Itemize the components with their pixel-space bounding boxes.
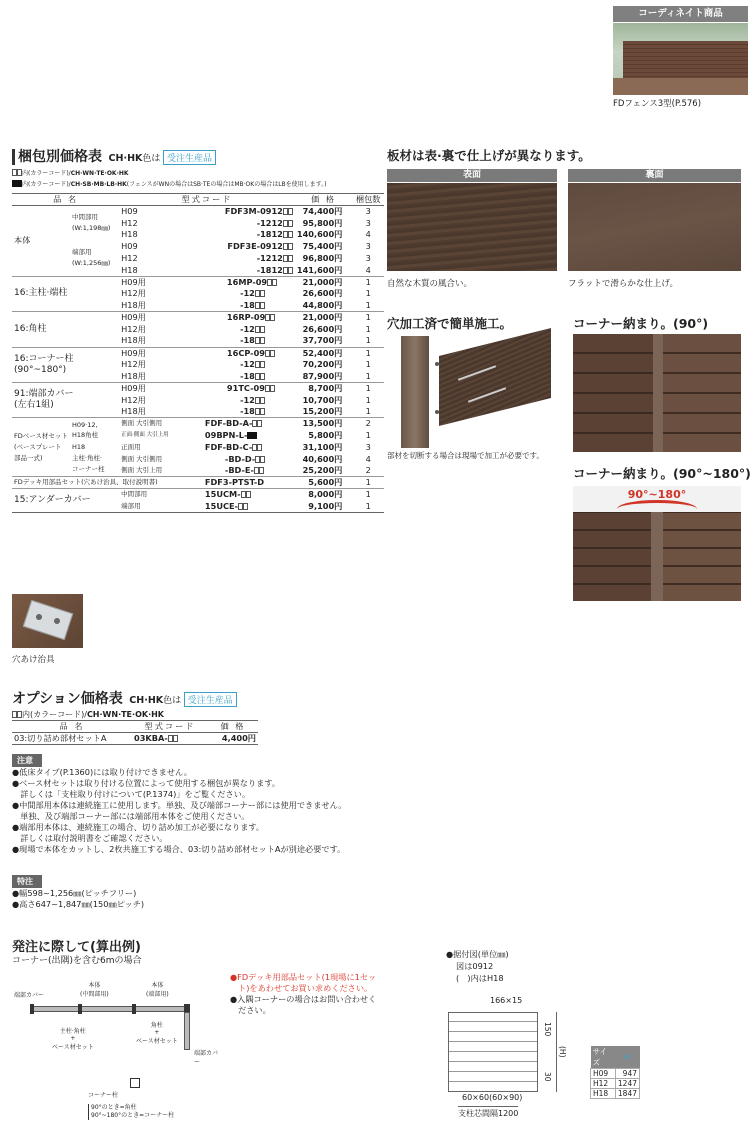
option-made-to-order-badge: 受注生産品 — [184, 692, 237, 707]
jig-image — [12, 594, 83, 648]
option-row-price: 4,400円 — [221, 733, 256, 744]
use-cell: 端部用 — [121, 501, 141, 510]
option-legend-pre: 内(カラーコード)/ — [22, 710, 87, 719]
price-table-color-prefix: CH·HK — [108, 153, 143, 164]
price-cell: 26,600円 — [302, 323, 343, 334]
qty-cell: 4 — [365, 229, 371, 240]
code-cell: -18 — [203, 371, 295, 383]
coordinate-photo — [613, 23, 748, 95]
size-cell: H18 — [121, 264, 138, 275]
size-cell: H18用 — [121, 406, 146, 417]
dim-pitch-label: 支柱芯間隔1200 — [458, 1106, 518, 1119]
qty-cell: 1 — [352, 347, 384, 359]
order-note2-a: ●入隅コーナーの場合はお問い合わせく — [230, 994, 377, 1004]
qty-cell: 1 — [365, 370, 371, 381]
size-cell: H09 — [121, 241, 138, 252]
price-cell: 37,700円 — [302, 335, 343, 346]
hole-caption: 部材を切断する場合は現場で加工が必要です。 — [387, 451, 544, 460]
code-cell: 16MP-09 — [203, 276, 295, 288]
dims-title-line3: ( )内はH18 — [456, 973, 504, 983]
table-row — [12, 382, 384, 394]
qty-cell: 1 — [365, 300, 371, 311]
post-marker — [30, 1004, 34, 1014]
lbl-endcover: 端部カバー — [14, 992, 45, 999]
corner-icon — [130, 1078, 140, 1088]
angle-arrow — [617, 500, 697, 518]
code-cell: -12 — [203, 323, 295, 335]
mid-label-text: 中間部用 — [71, 213, 98, 222]
qty-cell: 1 — [365, 394, 371, 405]
qty-cell: 1 — [352, 312, 384, 324]
qty-cell: 1 — [352, 276, 384, 288]
header-code: 型式コード — [119, 194, 295, 206]
price-cell: 8,000円 — [295, 489, 352, 501]
option-heading: オプション価格表 — [12, 691, 123, 707]
front-header: 表面 — [387, 169, 557, 182]
qty-cell: 4 — [365, 453, 371, 464]
price-cell: 70,200円 — [302, 359, 343, 370]
table-row — [12, 276, 384, 288]
price-table-color-suffix: 色は — [142, 154, 161, 164]
corner-note: 90°のとき=角柱 90°~180°のとき=コーナー柱 — [88, 1104, 174, 1120]
option-table — [12, 721, 258, 745]
lbl-body-end: 本体 (端部用) — [146, 982, 169, 998]
code-cell: 91TC-09 — [203, 382, 295, 394]
code-cell: FDF-BD-A- — [203, 418, 295, 430]
qty-cell: 1 — [352, 477, 384, 489]
dim-h30: 30 — [543, 1072, 552, 1082]
price-table — [12, 193, 384, 513]
price-cell: 5,600円 — [295, 477, 352, 489]
feature-line: ●幅598~1,256㎜(ピッチフリー) — [12, 888, 137, 898]
use-cell: 側面 大引上用 — [121, 466, 163, 475]
fence-line — [30, 1006, 186, 1012]
group-name: 16:角柱 — [12, 312, 119, 347]
corner90-title: コーナー納まり。(90°) — [573, 316, 709, 331]
size-head-h: H — [615, 1046, 639, 1069]
code-cell: -BD-E- — [203, 465, 295, 477]
features-tag: 特注 — [12, 875, 42, 888]
base-h0912: H09·12, H18角柱 — [70, 418, 119, 442]
price-cell: 140,600円 — [296, 229, 343, 240]
size-cell: H12用 — [121, 323, 146, 334]
legend1-codes: CH·WN·TE·OK·HK — [70, 170, 129, 177]
legend2-note: (フェンスがWNの場合はSB·TEの場合はMB·OKの場合はLBを使用します。) — [126, 181, 327, 188]
back-header: 裏面 — [568, 169, 741, 182]
end-label — [70, 241, 119, 276]
size-head: サイズ — [591, 1046, 616, 1069]
code-cell: 09BPN-L- — [203, 430, 295, 442]
size-cell: H12 — [121, 253, 138, 264]
option-header-name: 品 名 — [12, 721, 132, 733]
deck-name: FDデッキ用部品セット(穴あけ治具、取付説明書) — [12, 477, 203, 489]
code-cell: -1212 — [203, 253, 295, 265]
option-row-code: 03KBA- — [132, 733, 208, 745]
qty-cell: 1 — [352, 382, 384, 394]
option-title — [12, 688, 237, 708]
code-cell: FDF3M-0912 — [203, 206, 295, 218]
code-cell: -12 — [203, 288, 295, 300]
size-cell: H09用 — [119, 312, 203, 324]
size-cell: H09用 — [119, 276, 203, 288]
dims-title — [446, 948, 509, 984]
hole-title: 穴加工済で簡単施工。 — [387, 316, 513, 331]
size-cell: H09 — [119, 206, 203, 218]
table-row: H09 947 — [591, 1069, 640, 1079]
price-cell: 31,100円 — [302, 441, 343, 452]
dim-vline — [556, 1012, 557, 1092]
side-line — [184, 1012, 190, 1050]
use-cell: 側面 大引側用 — [119, 418, 203, 430]
price-table-title — [12, 146, 216, 166]
feature-line: ●高さ647~1,847㎜(150㎜ピッチ) — [12, 899, 145, 909]
hole-illustration — [387, 332, 557, 448]
dims-title-line1: ●据付図(単位㎜) — [446, 949, 509, 959]
qty-cell: 3 — [365, 241, 371, 252]
price-cell: 26,600円 — [302, 288, 343, 299]
features-section — [12, 875, 312, 910]
table-row — [12, 733, 258, 745]
size-cell: H18 — [121, 229, 138, 240]
corner180-title: コーナー納まり。(90°~180°) — [573, 466, 751, 481]
table-row: H12 1247 — [591, 1079, 640, 1089]
back-swatch — [568, 183, 741, 271]
price-cell: 10,700円 — [302, 394, 343, 405]
note-line: 詳しくは取付説明書をご確認ください。 — [12, 833, 168, 843]
size-cell: H09用 — [119, 347, 203, 359]
price-cell: 75,400円 — [302, 241, 343, 252]
option-legend-codes: CH·WN·TE·OK·HK — [86, 710, 164, 719]
qty-cell: 2 — [352, 418, 384, 430]
use-cell: 正面·側面 大引上用 — [121, 432, 169, 439]
qty-cell: 3 — [352, 206, 384, 218]
option-color-prefix: CH·HK — [129, 695, 164, 706]
group-name: 16:主柱·端柱 — [12, 276, 119, 311]
mid-width: (W:1,198㎜) — [71, 224, 111, 233]
order-diagram — [12, 968, 222, 1128]
front-swatch — [387, 183, 557, 271]
size-table — [590, 1046, 640, 1099]
made-to-order-badge: 受注生産品 — [163, 150, 216, 165]
code-cell: -18 — [203, 335, 295, 347]
qty-cell: 2 — [365, 465, 371, 476]
order-subtitle: コーナー(出隅)を含む6mの場合 — [12, 956, 142, 966]
qty-cell: 1 — [365, 288, 371, 299]
lbl-kaku: 角柱 + ベース材セット — [136, 1022, 178, 1045]
under-name: 15:アンダーカバー — [12, 489, 119, 513]
price-cell: 96,800円 — [302, 253, 343, 264]
code-cell: 15UCM- — [203, 489, 295, 501]
group-name: 91:端部カバー (左右1組) — [12, 382, 119, 417]
price-cell: 13,500円 — [295, 418, 352, 430]
price-cell: 44,800円 — [302, 300, 343, 311]
qty-cell: 3 — [365, 441, 371, 452]
qty-cell: 4 — [365, 264, 371, 275]
use-cell: 正面用 — [121, 442, 141, 451]
legend2-codes: CH·SB·MB·LB·HK — [70, 181, 127, 188]
code-cell: -1212 — [203, 217, 295, 229]
order-note2-b: ださい。 — [238, 1005, 271, 1015]
code-cell: FDF-BD-C- — [203, 441, 295, 453]
qty-cell: 1 — [365, 406, 371, 417]
coordinate-banner: コーディネイト商品 — [613, 6, 748, 22]
corner90-image — [573, 334, 741, 452]
code-cell: -1812 — [203, 229, 295, 241]
qty-cell: 3 — [365, 217, 371, 228]
price-table-heading: 梱包別価格表 — [12, 149, 102, 165]
price-cell: 95,800円 — [302, 217, 343, 228]
angle-label: 90°~180° — [627, 488, 687, 501]
front-caption: 自然な木質の風合い。 — [387, 279, 473, 289]
qty-cell: 1 — [365, 430, 371, 441]
dim-hH: (H) — [558, 1046, 567, 1058]
table-row: H18 1847 — [591, 1089, 640, 1099]
order-note-red-a: ●FDデッキ用部品セット(1現場に1セッ — [230, 972, 377, 982]
order-notes — [230, 972, 410, 1016]
option-header-code: 型式コード — [132, 721, 208, 733]
note-line: ●低床タイプ(P.1360)には取り付けできません。 — [12, 767, 192, 777]
size-cell: H12用 — [121, 394, 146, 405]
dim-drawing — [448, 1012, 538, 1092]
option-header-price: 価 格 — [208, 721, 258, 733]
note-line: ●中間部用本体は連続施工に使用します。単独、及び端部コーナー部には使用できません。 — [12, 800, 347, 810]
note-line: ●現場で本体をカットし、2枚共施工する場合、03:切り詰め部材セットAが別途必要です。 — [12, 844, 346, 854]
use-cell: 側面 大引側用 — [121, 454, 163, 463]
code-cell: -1812 — [203, 264, 295, 276]
code-cell: -12 — [203, 359, 295, 371]
post-marker — [78, 1004, 82, 1014]
table-row — [12, 477, 384, 489]
mid-label — [70, 206, 119, 241]
honntai-label: 本体 — [12, 206, 70, 277]
header-qty: 梱包数 — [352, 194, 384, 206]
code-cell: 15UCE- — [203, 501, 295, 513]
lbl-body-mid: 本体 (中間部用) — [80, 982, 109, 998]
size-cell: H18用 — [121, 370, 146, 381]
note-line: ●ベース材セットは取り付ける位置によって使用する梱包が異なります。 — [12, 778, 281, 788]
base-name: FDベース材セット (ベースプレート 部品一式) — [12, 418, 70, 477]
use-cell: 中間部用 — [119, 489, 203, 501]
price-cell: 52,400円 — [295, 347, 352, 359]
code-cell: -18 — [203, 406, 295, 418]
legend1-pre: 内(カラーコード)/ — [22, 170, 71, 177]
price-cell: 21,000円 — [295, 312, 352, 324]
end-label-text: 端部用 — [71, 248, 92, 257]
dim-h150: 150 — [543, 1022, 552, 1037]
size-cell: H12用 — [121, 359, 146, 370]
table-row — [12, 312, 384, 324]
price-cell: 9,100円 — [308, 500, 343, 511]
price-cell: 87,900円 — [302, 370, 343, 381]
note-line: 詳しくは「支柱取り付けについて(P.1374)」をご覧ください。 — [12, 789, 251, 799]
base-h18: H18 主柱·角柱· コーナー柱 — [71, 443, 105, 474]
order-title: 発注に際して(算出例) — [12, 940, 141, 955]
option-legend — [12, 709, 258, 721]
price-cell: 21,000円 — [295, 276, 352, 288]
qty-cell: 1 — [365, 323, 371, 334]
size-cell: H18用 — [121, 300, 146, 311]
table-row — [12, 489, 384, 501]
notes-tag: 注意 — [12, 754, 42, 767]
size-cell: H09用 — [119, 382, 203, 394]
price-cell: 74,400円 — [295, 206, 352, 218]
price-cell: 15,200円 — [302, 406, 343, 417]
lbl-post: 主柱·角柱 + ベース材セット — [52, 1028, 94, 1051]
lbl-endcover2: 端部カバー — [194, 1050, 219, 1066]
legend2-pre: 内(カラーコード)/ — [22, 181, 71, 188]
table-row — [12, 347, 384, 359]
code-cell: FDF3-PTST-D — [203, 477, 295, 489]
back-caption: フラットで滑らかな仕上げ。 — [568, 279, 678, 289]
code-cell: -12 — [203, 394, 295, 406]
size-cell: H12 — [121, 217, 138, 228]
jig-caption: 穴あけ治具 — [12, 655, 55, 665]
qty-cell: 1 — [365, 335, 371, 346]
price-cell: 40,600円 — [302, 453, 343, 464]
qty-cell: 1 — [365, 359, 371, 370]
qty-cell: 3 — [365, 253, 371, 264]
table-row — [12, 206, 384, 218]
code-cell: 16RP-09 — [203, 312, 295, 324]
header-price: 価 格 — [295, 194, 352, 206]
table-row — [12, 418, 384, 430]
code-cell: FDF3E-0912 — [203, 241, 295, 253]
corner180-image — [573, 486, 741, 601]
finish-title: 板材は表·裏で仕上げが異なります。 — [387, 148, 591, 163]
option-color-suffix: 色は — [163, 696, 182, 706]
header-name: 品 名 — [12, 194, 119, 206]
legend-line-2 — [12, 179, 327, 188]
coordinate-caption: FDフェンス3型(P.576) — [613, 99, 702, 109]
note-line: 単独、及び端部コーナー部には端部用本体をご使用ください。 — [12, 811, 250, 821]
size-cell: H12用 — [121, 288, 146, 299]
size-cell: H18用 — [121, 335, 146, 346]
post-marker — [132, 1004, 136, 1014]
code-cell: -18 — [203, 300, 295, 312]
code-cell: -BD-D- — [203, 453, 295, 465]
group-name: 16:コーナー柱 (90°~180°) — [12, 347, 119, 382]
price-cell: 5,800円 — [308, 430, 343, 441]
qty-cell: 1 — [352, 489, 384, 501]
code-cell: 16CP-09 — [203, 347, 295, 359]
dim-post-label: 60×60(60×90) — [462, 1093, 523, 1102]
price-cell: 25,200円 — [302, 465, 343, 476]
note-line: ●端部用本体は、連続施工の場合、切り詰め加工が必要になります。 — [12, 822, 265, 832]
price-cell: 141,600円 — [296, 264, 343, 275]
dim-width-label: 166×15 — [490, 996, 523, 1005]
end-width: (W:1,256㎜) — [71, 259, 111, 268]
legend-line-1 — [12, 168, 129, 177]
order-note-red-b: ト)をあわせてお買い求めください。 — [238, 983, 373, 993]
dims-title-line2: 図は0912 — [456, 961, 494, 971]
notes-section — [12, 754, 402, 855]
price-cell: 8,700円 — [295, 382, 352, 394]
qty-cell: 1 — [365, 500, 371, 511]
option-row-name: 03:切り詰め部材セットA — [14, 733, 107, 744]
lbl-cornerpost: コーナー柱 — [88, 1092, 119, 1099]
